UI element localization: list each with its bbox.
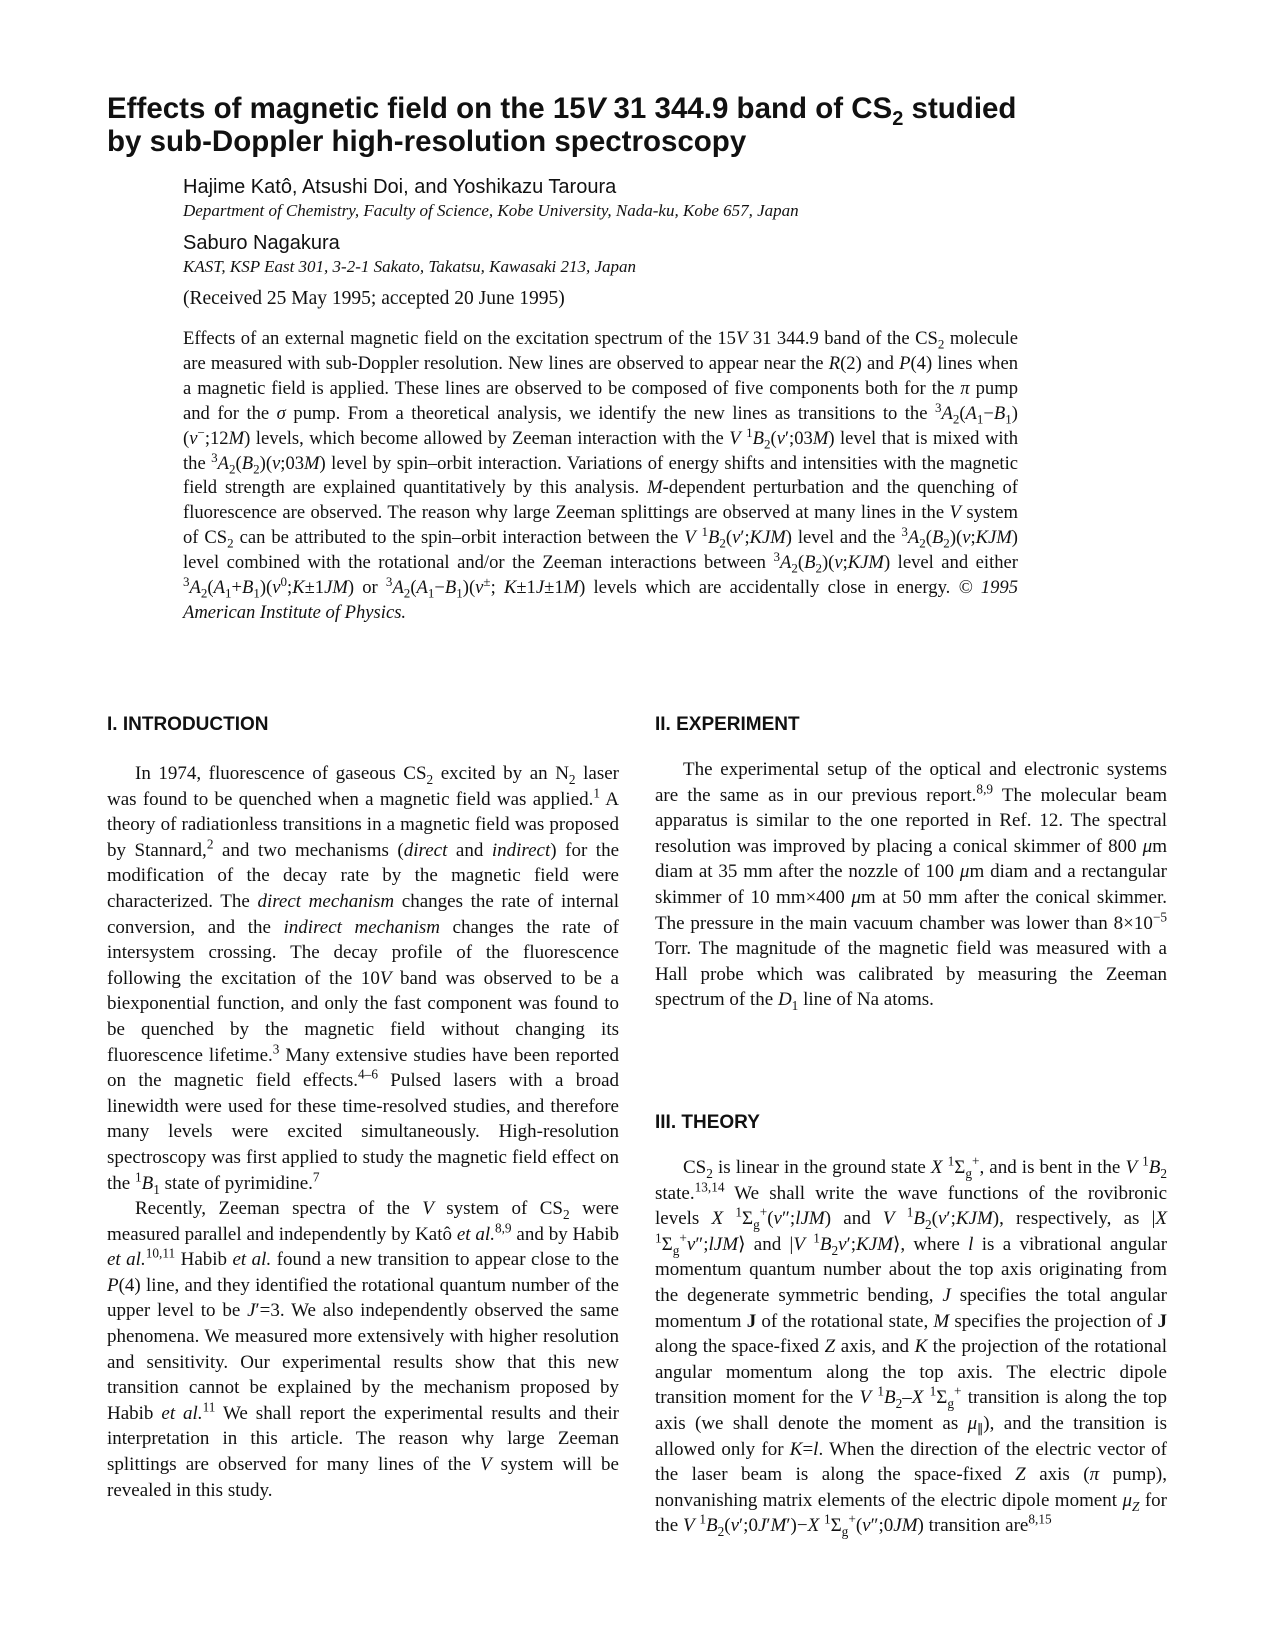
affiliation-1: Department of Chemistry, Faculty of Science, Kobe University, Nada-ku, Kobe 657, Japan [183,201,799,220]
paragraph: The experimental setup of the optical and electronic systems are the same as in our previous report.$^{8,9}$ The molecular beam apparatus is similar to the one reported in Ref. 12. The spectral resolution was improved by placing a conical skimmer of 800 μm diam at 35 mm after the nozzle of 100 μm diam and a rectangular skimmer of 10 mm×400 μm at 50 mm after the conical skimmer. The pressure in the main vacuum chamber was lower than $8\times 10^{-5}$ Torr. The magnitude of the magnetic field was measured with a Hall probe which was calibrated by measuring the Zeeman spectrum of the $D_1$ line of Na atoms. [655,759,1168,1014]
paragraph: Recently, Zeeman spectra of the V system of $CS_2$ were measured parallel and independently by Katô et al.$^{8,9}$ and by Habib et al.$^{10,11}$ Habib et al. found a new transition to appear close to the P(4) line, and they identified the rotational quantum number of the upper level to be J′=3. We also independently observed the same phenomena. We measured more extensively with higher resolution and sensitivity. Our experimental results show that this new transition cannot be explained by the mechanism proposed by Habib et al.$^{11}$ We shall report the experimental results and their interpretation in this article. The reason why large Zeeman splittings are observed for many lines of the V system will be revealed in this study. [107,1198,620,1501]
section-heading-introduction: I. INTRODUCTION [107,714,269,735]
copyright-notice: © 1995 American Institute of Physics. [183,577,1018,623]
experiment-body [655,757,1167,1013]
paragraph: In 1974, fluorescence of gaseous $CS_2$ excited by an $N_2$ laser was found to be quenched when a magnetic field was applied.$^1$ A theory of radiationless transitions in a magnetic field was proposed by Stannard,$^2$ and two mechanisms (direct and indirect) for the modification of the decay rate by the magnetic field were characterized. The direct mechanism changes the rate of internal conversion, and the indirect mechanism changes the rate of intersystem crossing. The decay profile of the fluorescence following the excitation of the 10V band was observed to be a biexponential function, and only the fast component was found to be quenched by the magnetic field without changing its fluorescence lifetime.$^3$ Many extensive studies have been reported on the magnetic field effects.$^{4-6}$ Pulsed lasers with a broad linewidth were used for these time-resolved studies, and therefore many levels were excited simultaneously. High-resolution spectroscopy was first applied to study the magnetic field effect on the $^1B_1$ state of pyrimidine.$^7$ [107,763,620,1197]
author-list-2: Saburo Nagakura [183,232,340,254]
section-heading-theory: III. THEORY [655,1112,760,1133]
paper-title: Effects of magnetic field on the 15V 31 344.9 band of $CS_2$ studied by sub-Doppler high-resolution spectroscopy [107,92,1017,158]
abstract: Effects of an external magnetic field on the excitation spectrum of the 15V 31 344.9 band of the $CS_2$ molecule are measured with sub-Doppler resolution. New lines are observed to appear near the R(2) and P(4) lines when a magnetic field is applied. These lines are observed to be composed of five components both for the π pump and for the σ pump. From a theoretical analysis, we identify the new lines as transitions to the $^3A_2(A_1-B_1)(v^-;12M)$ levels, which become allowed by Zeeman interaction with the V $^1B_2(v';03M)$ level that is mixed with the $^3A_2(B_2)(v;03M)$ level by spin–orbit interaction. Variations of energy shifts and intensities with the magnetic field strength are explained quantitatively by this analysis. M-dependent perturbation and the quenching of fluorescence are observed. The reason why large Zeeman splittings are observed at many lines in the V system of $CS_2$ can be attributed to the spin–orbit interaction between the V $^1B_2(v';KJM)$ level and the $^3A_2(B_2)(v;KJM)$ level combined with the rotational and/or the Zeeman interactions between $^3A_2(B_2)(v;KJM)$ level and either $^3A_2(A_1+B_1)(v^0;K\pm 1JM)$ or $^3A_2(A_1-B_1)(v^\pm$; K±1J±1M) levels which are accidentally close in energy. © 1995 American Institute of Physics. [183,328,1019,623]
paragraph: $CS_2$ is linear in the ground state X $^1\Sigma_g^+$, and is bent in the V $^1B_2$ state.$^{13,14}$ We shall write the wave functions of the rovibronic levels X $^1\Sigma_g^+(v'';lJM)$ and V $^1B_2(v';KJM)$, respectively, as |X $^1\Sigma_g^+v'';lJM⟩$ and |V $^1B_2v';KJM⟩$, where l is a vibrational angular momentum quantum number about the top axis originating from the degenerate symmetric bending, J specifies the total angular momentum J of the rotational state, M specifies the projection of J along the space-fixed Z axis, and K the projection of the rotational angular momentum along the top axis. The electric dipole transition moment for the V $^1B_2-X$ $^1\Sigma_g^+$ transition is along the top axis (we shall denote the moment as $\mu_\parallel$), and the transition is allowed only for K=l. When the direction of the electric vector of the laser beam is along the space-fixed Z axis (π pump), nonvanishing matrix elements of the electric dipole moment $\mu_Z$ for the V $^1B_2(v';0J'M')-X$ $^1\Sigma_g^+(v'';0JM)$ transition are$^{8,15}$ [655,1153,1168,1540]
introduction-body [107,761,619,1503]
affiliation-2: KAST, KSP East 301, 3-2-1 Sakato, Takatsu, Kawasaki 213, Japan [183,257,637,276]
author-list-1: Hajime Katô, Atsushi Doi, and Yoshikazu Taroura [183,176,617,198]
theory-body [655,1155,1167,1539]
received-dates: (Received 25 May 1995; accepted 20 June 1995) [183,288,565,309]
section-heading-experiment: II. EXPERIMENT [655,714,800,735]
